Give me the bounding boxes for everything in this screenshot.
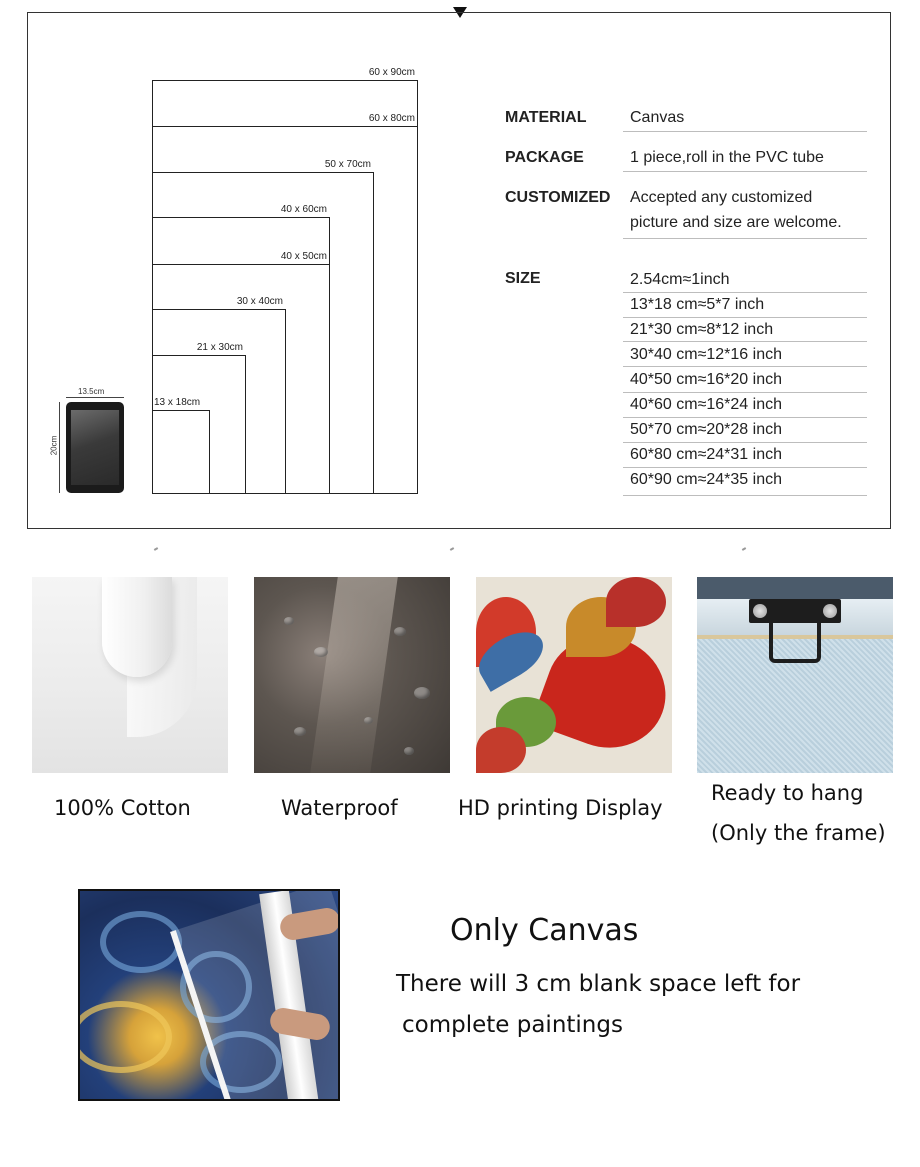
decorative-tick <box>742 547 746 551</box>
spec-divider <box>623 417 867 418</box>
size-label-40x50: 40 x 50cm <box>280 251 327 262</box>
hd-print-image <box>476 577 672 773</box>
only-canvas-note-line1: There will 3 cm blank space left for <box>396 971 801 997</box>
spec-divider <box>623 171 867 172</box>
tablet-width-dimension <box>66 397 124 398</box>
tablet-height-dimension <box>59 402 60 493</box>
size-rect-13x18 <box>152 397 210 493</box>
only-canvas-title: Only Canvas <box>450 913 639 948</box>
waterproof-image <box>254 577 450 773</box>
size-label-21x30: 21 x 30cm <box>196 342 243 353</box>
decorative-tick <box>450 547 454 551</box>
feature-caption-cotton: 100% Cotton <box>54 796 191 820</box>
swirl-shape <box>78 1001 172 1073</box>
size-label-60x90: 60 x 90cm <box>368 67 415 78</box>
spec-divider <box>623 392 867 393</box>
flower-petal <box>606 577 666 627</box>
size-label-13x18: 13 x 18cm <box>154 397 201 408</box>
screw-icon <box>823 604 837 618</box>
size-row: 60*90 cm≈24*35 inch <box>630 471 782 488</box>
frame-top-edge <box>697 577 893 599</box>
size-label-50x70: 50 x 70cm <box>324 159 371 170</box>
cotton-canvas-image <box>32 577 228 773</box>
size-row: 30*40 cm≈12*16 inch <box>630 346 782 363</box>
decorative-tick <box>154 547 158 551</box>
size-label-30x40: 30 x 40cm <box>236 296 283 307</box>
screw-icon <box>753 604 767 618</box>
water-drop <box>364 717 373 724</box>
package-value: 1 piece,roll in the PVC tube <box>630 149 824 166</box>
spec-divider <box>623 467 867 468</box>
swirl-shape <box>100 911 182 973</box>
size-label: SIZE <box>505 270 541 287</box>
customized-value-line2: picture and size are welcome. <box>630 214 842 231</box>
tablet-screen <box>71 410 119 485</box>
hanging-frame-image <box>697 577 893 773</box>
feature-caption-hd: HD printing Display <box>458 796 663 820</box>
water-drop <box>414 687 430 699</box>
rolled-canvas-photo <box>78 889 340 1101</box>
customized-value-line1: Accepted any customized <box>630 189 813 206</box>
size-row: 40*50 cm≈16*20 inch <box>630 371 782 388</box>
spec-divider <box>623 131 867 132</box>
flower-petal <box>476 727 526 773</box>
size-row: 21*30 cm≈8*12 inch <box>630 321 774 338</box>
size-label-60x80: 60 x 80cm <box>368 113 415 124</box>
water-streak <box>310 577 398 773</box>
spec-divider <box>623 317 867 318</box>
only-canvas-note-line2: complete paintings <box>402 1012 623 1038</box>
size-row: 60*80 cm≈24*31 inch <box>630 446 782 463</box>
customized-label: CUSTOMIZED <box>505 189 611 206</box>
size-row: 50*70 cm≈20*28 inch <box>630 421 782 438</box>
size-row: 13*18 cm≈5*7 inch <box>630 296 765 313</box>
canvas-curl-shape <box>102 577 172 677</box>
spec-divider <box>623 442 867 443</box>
spec-divider <box>623 341 867 342</box>
water-drop <box>284 617 294 625</box>
size-row: 2.54cm≈1inch <box>630 271 730 288</box>
size-baseline <box>152 493 418 494</box>
spec-divider <box>623 366 867 367</box>
feature-caption-waterproof: Waterproof <box>281 796 398 820</box>
size-label-40x60: 40 x 60cm <box>280 204 327 215</box>
spec-divider <box>623 238 867 239</box>
material-label: MATERIAL <box>505 109 587 126</box>
size-spec-panel <box>27 12 891 529</box>
feature-caption-hang-line2: (Only the frame) <box>711 821 886 845</box>
water-drop <box>294 727 306 736</box>
water-drop <box>394 627 406 636</box>
tablet-width-label: 13.5cm <box>78 387 105 396</box>
spec-divider <box>623 495 867 496</box>
hanger-loop <box>769 621 821 663</box>
tablet-height-label: 20cm <box>49 435 59 456</box>
size-row: 40*60 cm≈16*24 inch <box>630 396 782 413</box>
tablet-icon <box>66 402 124 493</box>
water-drop <box>404 747 414 755</box>
package-label: PACKAGE <box>505 149 584 166</box>
feature-caption-hang-line1: Ready to hang <box>711 781 864 805</box>
material-value: Canvas <box>630 109 685 126</box>
spec-divider <box>623 292 867 293</box>
water-drop <box>314 647 328 657</box>
